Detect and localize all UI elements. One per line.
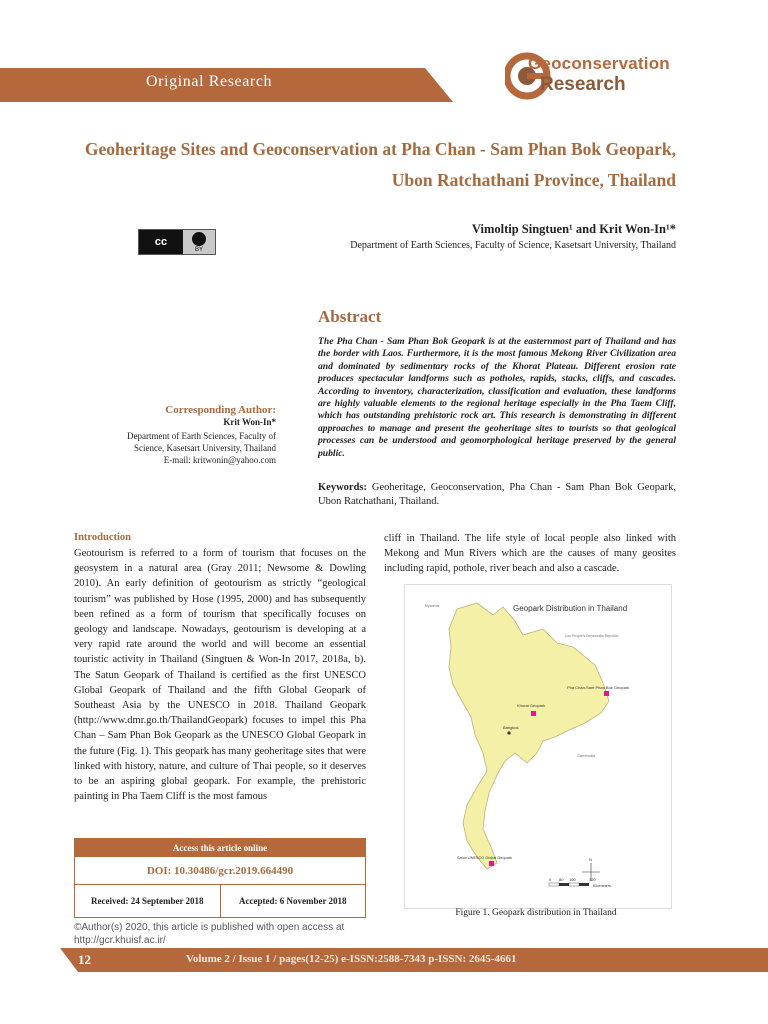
- label-myanmar: Myanmar: [425, 604, 440, 608]
- label-cambodia: Cambodia: [577, 753, 596, 758]
- label-bangkok: Bangkok: [503, 725, 519, 730]
- corresponding-author-affiliation: [60, 430, 276, 466]
- copyright-line1: ©Author(s) 2020, this article is published with open access at: [74, 922, 345, 933]
- map-title: Geopark Distribution in Thailand: [513, 604, 628, 613]
- page-number: 12: [78, 952, 91, 967]
- figure-geopark-map: [404, 584, 672, 909]
- marker-satun[interactable]: [489, 861, 494, 866]
- thailand-map-graphic: [405, 585, 671, 908]
- person-icon: [192, 232, 206, 246]
- marker-phachan[interactable]: [604, 691, 609, 696]
- introduction-continued: cliff in Thailand. The life style of local people also linked with Mekong and Mun Rivers which are the causes of many geosites including rapid, pothole, river beach and also a cascade.: [384, 533, 676, 575]
- section-label: Original Research: [146, 73, 273, 90]
- label-satun: Satun UNESCO Global Geopark: [457, 856, 512, 860]
- scale-0: 0: [549, 877, 552, 882]
- label-laos: Lao People's Democratic Republic: [565, 634, 619, 638]
- keywords: [318, 481, 676, 509]
- by-label: BY: [194, 246, 203, 253]
- abstract-text: The Pha Chan - Sam Phan Bok Geopark is at the easternmost part of Thailand and has the border with Laos. Furthermore, it is the most famous Mekong River Civilization area and dominated by sedimentary rocks of the Khorat Plateau. Different erosion rate produces spectacular landforms such as potholes, rapids, stacks, cliffs, and cascades. According to inventory, characterization, classification and evaluation, these landforms are highly valuable elements to the regional heritage especially in the Pha Taem Cliff, which has outstanding prehistoric rock art. This research is demonstrating in different approaches to manage and present the geoheritage sites to tourists so that geological processes can be understood and geomorphological heritage preserved by the general public.: [318, 336, 676, 459]
- footer: [0, 948, 768, 972]
- label-khorat: Khorat Geopark: [517, 703, 546, 708]
- accepted-date: Accepted: 6 November 2018: [238, 896, 347, 906]
- keywords-label: Keywords:: [318, 482, 367, 493]
- corresponding-author-heading: Corresponding Author:: [165, 404, 276, 416]
- received-date: Received: 24 September 2018: [75, 885, 221, 917]
- doi-link[interactable]: DOI: 10.30486/gcr.2019.664490: [75, 857, 365, 885]
- copyright-notice: [74, 921, 374, 947]
- author-list: Vimoltip Singtuen¹ and Krit Won-In¹*: [471, 222, 676, 236]
- access-article-box: [74, 838, 366, 918]
- introduction-text: Geotourism is referred to a form of tourism that focuses on the geosystem in a natural area (Gray 2011; Newsome & Dowling 2010). An early definition of geotourism as strictly “geological tourism” was published by Hose (1995, 2000) and has subsequently been refined as a form of tourism that specifically focuses on geology and landscape. Nowadays, geotourism is developing at a very rapid rate around the world and will become an essential touristic activity in Thailand (Singtuen & Won-In 2017, 2018a, b). The Satun Geopark of Thailand is certified as the first UNESCO Global Geopark of Thailand and the fifth Global Geopark of Southeast Asia by the UNESCO in 2018. Thailand Geopark (http://www.dmr.go.th/ThailandGeopark) focuses to impel this Pha Chan – Sam Phan Bok Geopark as the UNESCO Global Geopark in the future (Fig. 1). This geopark has many geoheritage sites that were linked with history, nature, and culture of Thai people, so it deserves to be an aspiring global geopark. For example, the prehistoric painting in Pha Taem Cliff is the most famous: [74, 548, 366, 803]
- figure-caption: Figure 1. Geopark distribution in Thailand: [455, 908, 617, 918]
- article-title: Geoheritage Sites and Geoconservation at Pha Chan - Sam Phan Bok Geopark, Ubon Ratchathani Province, Thailand: [84, 139, 676, 190]
- scale-320: 320: [589, 877, 596, 882]
- logo-text-line2: Research: [540, 74, 626, 95]
- logo-text-line1: Geoconservation: [528, 54, 670, 73]
- scale-160: 160: [569, 877, 576, 882]
- corresponding-affil-line1: Department of Earth Sciences, Faculty of: [127, 431, 276, 441]
- journal-info: Volume 2 / Issue 1 / pages(12-25) e-ISSN:2588-7343 p-ISSN: 2645-4661: [186, 953, 517, 965]
- author-affiliation: Department of Earth Sciences, Faculty of Science, Kasetsart University, Thailand: [350, 240, 676, 251]
- introduction-heading: Introduction: [74, 532, 131, 543]
- scale-unit: Kilometers: [593, 884, 611, 888]
- copyright-url[interactable]: http://gcr.khuisf.ac.ir/: [74, 935, 166, 946]
- corresponding-email[interactable]: E-mail: kritwonin@yahoo.com: [163, 455, 276, 465]
- scale-80: 80: [559, 877, 564, 882]
- north-label: N: [589, 857, 592, 862]
- cc-icon: cc: [139, 230, 183, 254]
- marker-bangkok[interactable]: [507, 731, 510, 734]
- marker-khorat[interactable]: [531, 711, 536, 716]
- access-heading: Access this article online: [75, 839, 365, 857]
- label-phachan: Pha Chan-Sam Phan Bok Geopark: [567, 685, 630, 690]
- corresponding-affil-line2: Science, Kasetsart University, Thailand: [134, 443, 276, 453]
- cc-by-license-badge[interactable]: [138, 229, 216, 255]
- corresponding-author-name: Krit Won-In*: [223, 417, 276, 427]
- abstract-heading: Abstract: [318, 307, 382, 326]
- keywords-list: Geoheritage, Geoconservation, Pha Chan - Sam Phan Bok Geopark, Ubon Ratchathani, Thailand.: [318, 482, 676, 507]
